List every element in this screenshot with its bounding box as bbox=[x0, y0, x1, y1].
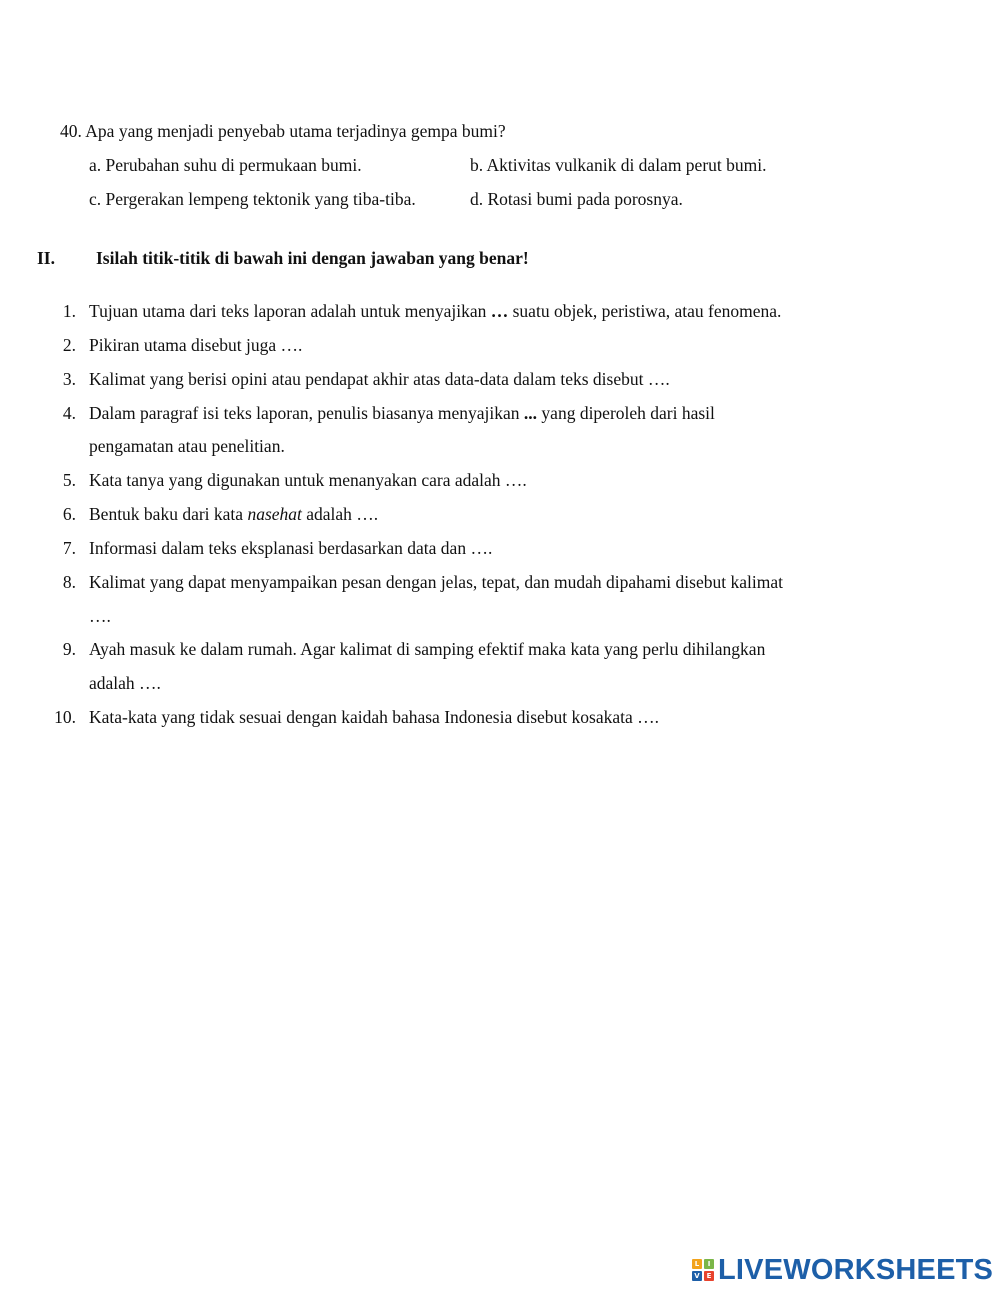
section-numeral: II. bbox=[37, 248, 55, 268]
option-b: b. Aktivitas vulkanik di dalam perut bumi. bbox=[470, 155, 767, 175]
question-text: Apa yang menjadi penyebab utama terjadinya gempa bumi? bbox=[85, 121, 506, 141]
item-1-blank: … bbox=[490, 301, 509, 321]
item-number: 8. bbox=[62, 572, 76, 592]
item-number: 7. bbox=[62, 538, 76, 558]
item-6-italic: nasehat bbox=[247, 504, 302, 524]
item-number: 2. bbox=[62, 335, 76, 355]
logo-text: LIVEWORKSHEETS bbox=[718, 1253, 994, 1286]
item-2-text: Pikiran utama disebut juga …. bbox=[89, 335, 303, 355]
item-4-blank: ... bbox=[523, 403, 538, 423]
option-a: a. Perubahan suhu di permukaan bumi. bbox=[89, 155, 362, 175]
item-number: 9. bbox=[62, 639, 76, 659]
item-1-post: suatu objek, peristiwa, atau fenomena. bbox=[508, 301, 782, 321]
item-number: 4. bbox=[62, 403, 76, 423]
option-c: c. Pergerakan lempeng tektonik yang tiba-tiba. bbox=[89, 189, 416, 209]
item-6-text bbox=[89, 504, 378, 524]
item-number: 3. bbox=[62, 369, 76, 389]
item-4-post: yang diperoleh dari hasil bbox=[537, 403, 715, 423]
item-3-text: Kalimat yang berisi opini atau pendapat akhir atas data-data dalam teks disebut …. bbox=[89, 369, 670, 389]
item-7-text: Informasi dalam teks eksplanasi berdasarkan data dan …. bbox=[89, 538, 493, 558]
item-number: 10. bbox=[54, 707, 76, 727]
item-5-text: Kata tanya yang digunakan untuk menanyakan cara adalah …. bbox=[89, 470, 527, 490]
item-6-pre: Bentuk baku dari kata bbox=[89, 504, 248, 524]
option-d: d. Rotasi bumi pada porosnya. bbox=[470, 189, 683, 209]
question-40 bbox=[60, 121, 506, 141]
liveworksheets-logo[interactable] bbox=[692, 1252, 993, 1288]
logo-mark-v: V bbox=[692, 1271, 702, 1281]
question-number: 40. bbox=[60, 121, 82, 141]
item-8-line2: …. bbox=[89, 606, 111, 626]
item-number: 5. bbox=[62, 470, 76, 490]
item-8-text: Kalimat yang dapat menyampaikan pesan dengan jelas, tepat, dan mudah dipahami disebut kalimat bbox=[89, 572, 783, 592]
logo-mark-i: I bbox=[704, 1259, 714, 1269]
item-6-post: adalah …. bbox=[301, 504, 379, 524]
item-4-text bbox=[89, 403, 715, 423]
logo-mark-l: L bbox=[692, 1259, 702, 1269]
item-9-line2: adalah …. bbox=[89, 673, 161, 693]
item-number: 1. bbox=[62, 301, 76, 321]
item-4-pre: Dalam paragraf isi teks laporan, penulis biasanya menyajikan bbox=[89, 403, 524, 423]
item-number: 6. bbox=[62, 504, 76, 524]
logo-mark-e: E bbox=[704, 1271, 714, 1281]
item-10-text: Kata-kata yang tidak sesuai dengan kaidah bahasa Indonesia disebut kosakata …. bbox=[89, 707, 660, 727]
liveworksheets-logo-icon bbox=[692, 1259, 714, 1281]
item-9-text: Ayah masuk ke dalam rumah. Agar kalimat di samping efektif maka kata yang perlu dihilangkan bbox=[89, 639, 766, 659]
section-instruction: Isilah titik-titik di bawah ini dengan jawaban yang benar! bbox=[96, 248, 529, 268]
item-1-text bbox=[89, 301, 781, 321]
item-4-line2: pengamatan atau penelitian. bbox=[89, 436, 285, 456]
item-1-pre: Tujuan utama dari teks laporan adalah untuk menyajikan bbox=[89, 301, 491, 321]
